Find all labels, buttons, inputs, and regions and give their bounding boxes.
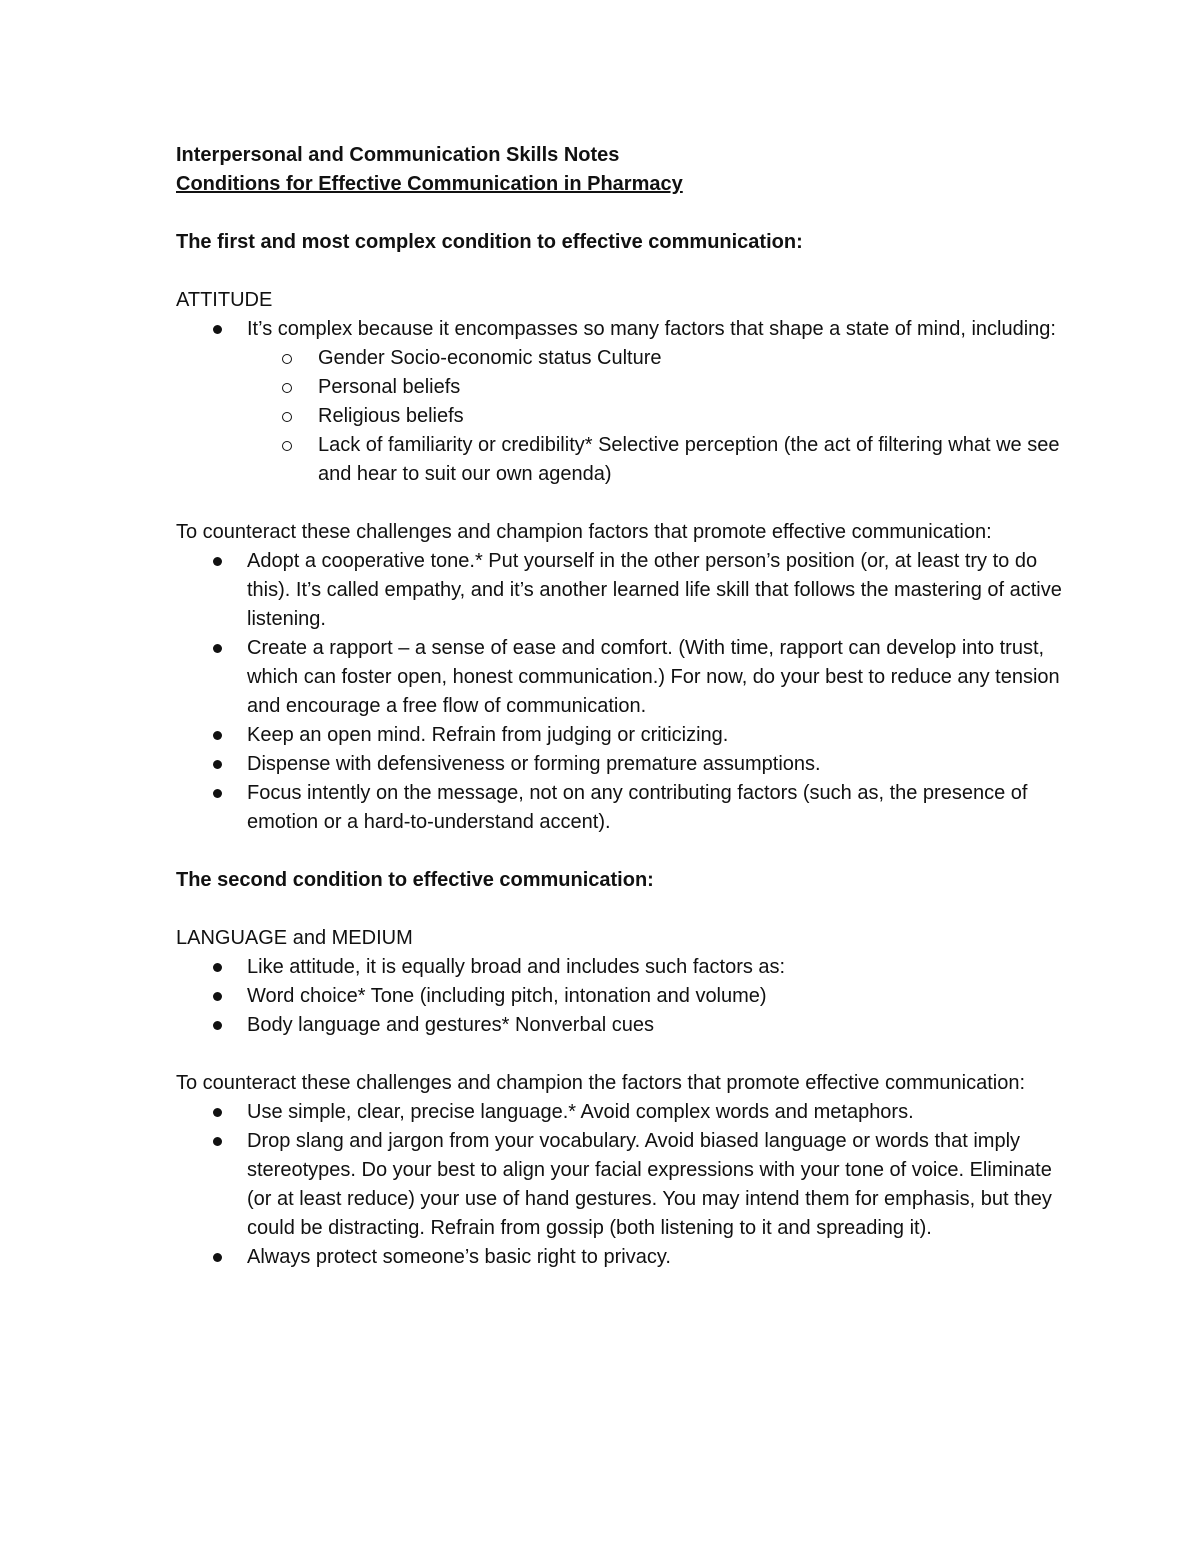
circle-bullet-icon xyxy=(282,383,292,393)
spacer xyxy=(176,257,1076,286)
list-item xyxy=(176,1011,1076,1040)
first-condition-heading: The first and most complex condition to effective communication: xyxy=(176,231,803,253)
document-title: Interpersonal and Communication Skills Notes xyxy=(176,144,620,166)
attitude-heading: ATTITUDE xyxy=(176,289,273,311)
counteract-paragraph-2: To counteract these challenges and champion the factors that promote effective communication: xyxy=(176,1072,1026,1094)
attitude-list xyxy=(176,315,1076,489)
language-list xyxy=(176,953,1076,1040)
list-item-text: Create a rapport – a sense of ease and comfort. (With time, rapport can develop into trust, which can foster open, honest communication.) For now, do your best to reduce any tension and encourage a free flow of communication. xyxy=(247,637,1060,717)
sublist-item xyxy=(176,431,1076,489)
bullet-icon xyxy=(213,789,222,798)
list-item xyxy=(176,721,1076,750)
spacer xyxy=(176,489,1076,518)
bullet-icon xyxy=(213,325,222,334)
attitude-sublist xyxy=(176,344,1076,489)
list-item xyxy=(176,1098,1076,1127)
list-item-text: Like attitude, it is equally broad and includes such factors as: xyxy=(247,956,786,978)
bullet-icon xyxy=(213,1137,222,1146)
counteract-list-1 xyxy=(176,547,1076,837)
bullet-icon xyxy=(213,963,222,972)
bullet-icon xyxy=(213,760,222,769)
list-item-text: Body language and gestures* Nonverbal cues xyxy=(247,1014,654,1036)
sublist-item-text: Religious beliefs xyxy=(318,405,464,427)
list-item-text: Focus intently on the message, not on any contributing factors (such as, the presence of emotion or a hard-to-understand accent). xyxy=(247,782,1028,833)
circle-bullet-icon xyxy=(282,441,292,451)
list-item-text: Use simple, clear, precise language.* Avoid complex words and metaphors. xyxy=(247,1101,914,1123)
sublist-item xyxy=(176,373,1076,402)
sublist-item-text: Gender Socio-economic status Culture xyxy=(318,347,662,369)
spacer xyxy=(176,1040,1076,1069)
spacer xyxy=(176,199,1076,228)
sublist-item-text: Lack of familiarity or credibility* Selective perception (the act of filtering what we see and hear to suit our own agenda) xyxy=(318,434,1060,485)
counteract-list-2 xyxy=(176,1098,1076,1272)
language-heading: LANGUAGE and MEDIUM xyxy=(176,927,413,949)
list-item xyxy=(176,547,1076,634)
spacer xyxy=(176,895,1076,924)
list-item-text: Drop slang and jargon from your vocabulary. Avoid biased language or words that imply stereotypes. Do your best to align your facial expressions with your tone of voice. Eliminate (or at least reduce) your use of hand gestures. You may intend them for emphasis, but they could be distracting. Refrain from gossip (both listening to it and spreading it). xyxy=(247,1130,1052,1239)
list-item xyxy=(176,750,1076,779)
bullet-icon xyxy=(213,557,222,566)
document-page xyxy=(176,141,1076,1272)
list-item-text: Dispense with defensiveness or forming premature assumptions. xyxy=(247,753,821,775)
bullet-icon xyxy=(213,992,222,1001)
list-item xyxy=(176,953,1076,982)
spacer xyxy=(176,837,1076,866)
bullet-icon xyxy=(213,1108,222,1117)
bullet-icon xyxy=(213,1253,222,1262)
bullet-icon xyxy=(213,1021,222,1030)
circle-bullet-icon xyxy=(282,412,292,422)
second-condition-heading: The second condition to effective communication: xyxy=(176,869,654,891)
list-item xyxy=(176,779,1076,837)
sublist-item xyxy=(176,344,1076,373)
list-item-text: It’s complex because it encompasses so many factors that shape a state of mind, including: xyxy=(247,318,1056,340)
sublist-item xyxy=(176,402,1076,431)
document-subtitle: Conditions for Effective Communication in Pharmacy xyxy=(176,173,683,195)
list-item-text: Keep an open mind. Refrain from judging or criticizing. xyxy=(247,724,729,746)
list-item xyxy=(176,982,1076,1011)
bullet-icon xyxy=(213,644,222,653)
list-item-text: Adopt a cooperative tone.* Put yourself in the other person’s position (or, at least try to do this). It’s called empathy, and it’s another learned life skill that follows the mastering of active listening. xyxy=(247,550,1062,630)
circle-bullet-icon xyxy=(282,354,292,364)
list-item-text: Word choice* Tone (including pitch, intonation and volume) xyxy=(247,985,767,1007)
list-item xyxy=(176,634,1076,721)
bullet-icon xyxy=(213,731,222,740)
list-item xyxy=(176,315,1076,489)
list-item-text: Always protect someone’s basic right to privacy. xyxy=(247,1246,671,1268)
list-item xyxy=(176,1243,1076,1272)
counteract-paragraph-1: To counteract these challenges and champion factors that promote effective communication: xyxy=(176,521,992,543)
list-item xyxy=(176,1127,1076,1243)
sublist-item-text: Personal beliefs xyxy=(318,376,461,398)
